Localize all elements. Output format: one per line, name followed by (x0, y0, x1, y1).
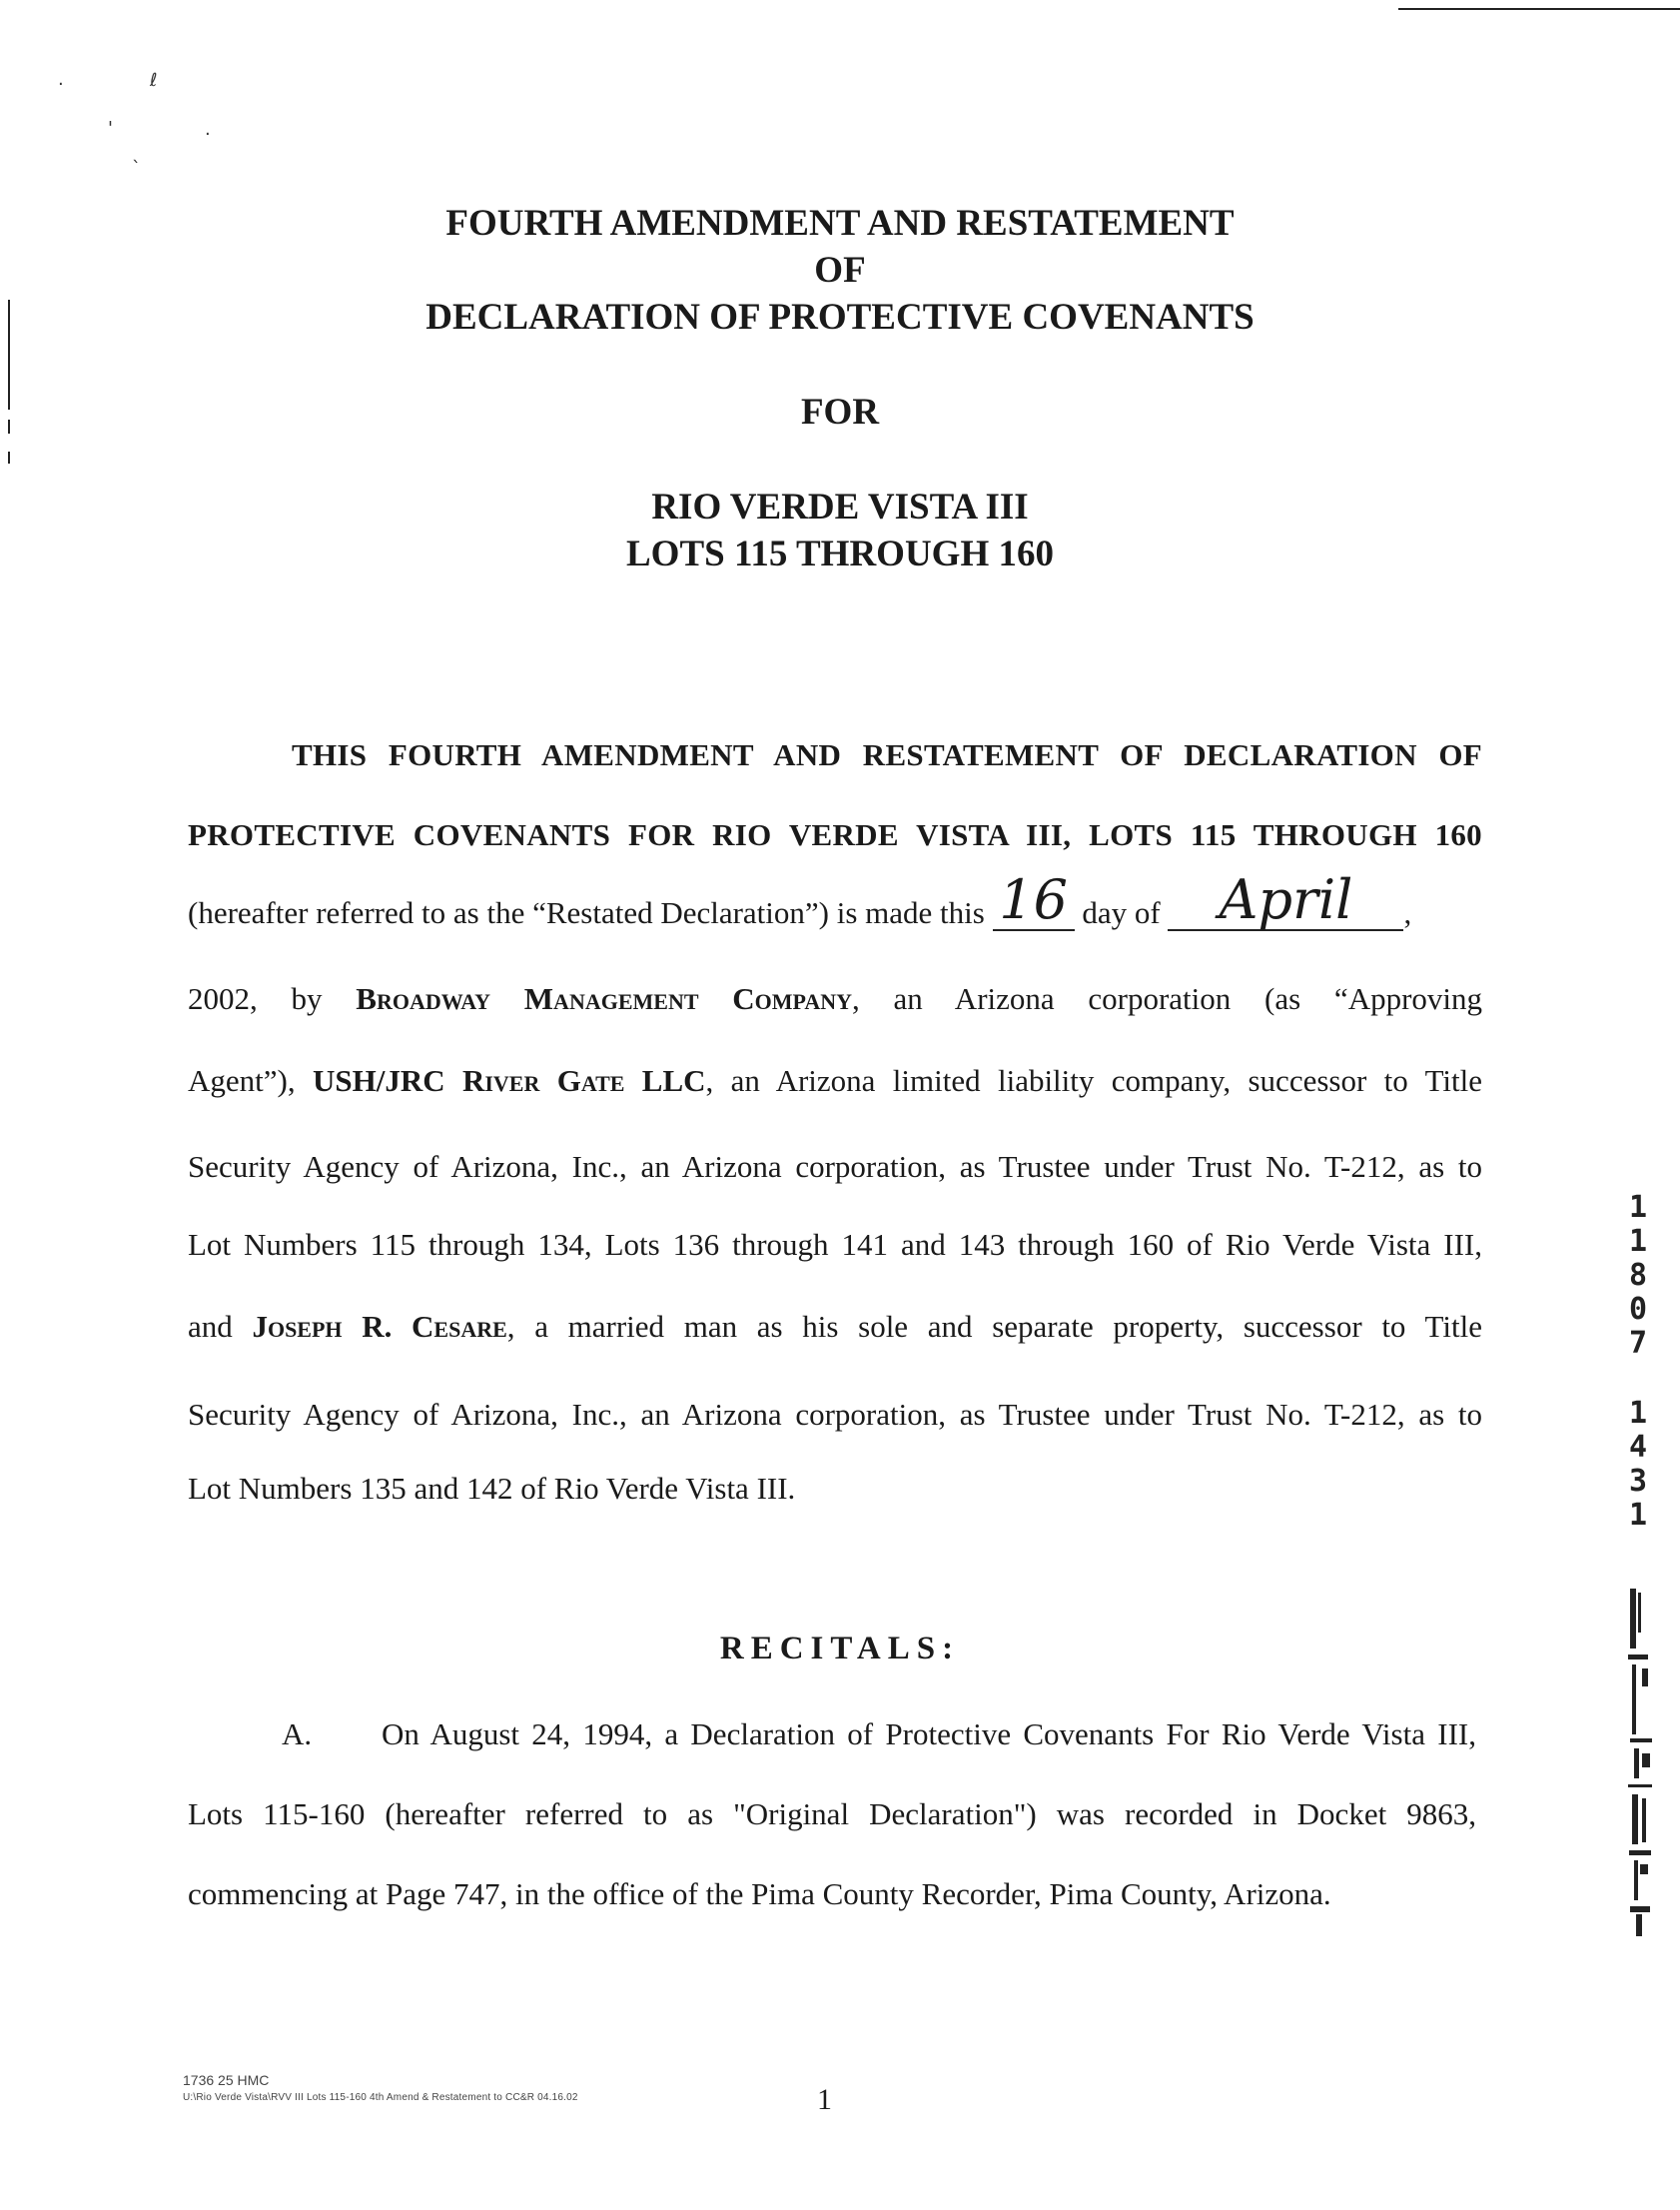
intro-text: (hereafter referred to as the “Restated Declaration”) is made this (188, 895, 985, 930)
document-title (0, 200, 1680, 577)
footer-path: U:\Rio Verde Vista\RVV III Lots 115-160 4th Amend & Restatement to CC&R 04.16.02 (183, 2092, 578, 2103)
scan-speck: ' (108, 118, 113, 139)
intro-text: , an Arizona corporation (as “Approving (852, 981, 1483, 1016)
company-name: USH/JRC River Gate LLC (312, 1063, 706, 1098)
docket-digit: 7 (1628, 1326, 1648, 1361)
intro-line: Security Agency of Arizona, Inc., an Arizona corporation, as Trustee under Trust No. T-212, as to (188, 1149, 1482, 1184)
title-line: FOURTH AMENDMENT AND RESTATEMENT (445, 203, 1235, 244)
scan-speck: · (205, 124, 211, 145)
recital-line: On August 24, 1994, a Declaration of Protective Covenants For Rio Verde Vista III, (382, 1716, 1476, 1751)
page-digit: 4 (1628, 1430, 1648, 1465)
page-digit: 1 (1628, 1498, 1648, 1533)
recital-line: Lots 115-160 (hereafter referred to as "Original Declaration") was recorded in Docket 9863, (188, 1796, 1476, 1831)
title-line: FOR (800, 392, 880, 433)
recital-label: A. (282, 1716, 313, 1751)
title-line: OF (814, 250, 866, 291)
intro-line: Lot Numbers 115 through 134, Lots 136 through 141 and 143 through 160 of Rio Verde Vista III, (188, 1227, 1482, 1262)
top-rule (1398, 8, 1680, 10)
intro-text: and (188, 1309, 233, 1344)
docket-digit: 8 (1628, 1258, 1648, 1293)
month-blank (1168, 868, 1403, 931)
recorder-barcode (1620, 1589, 1660, 1938)
recital-line: commencing at Page 747, in the office of the Pima County Recorder, Pima County, Arizona. (188, 1876, 1331, 1911)
intro-text: , an Arizona limited liability company, successor to Title (705, 1063, 1483, 1098)
company-name: Broadway Management Company (356, 981, 852, 1016)
title-line: RIO VERDE VISTA III (651, 487, 1029, 528)
title-line: DECLARATION OF PROTECTIVE COVENANTS (425, 297, 1255, 338)
page-digit: 3 (1628, 1464, 1648, 1499)
intro-text: Agent”), (188, 1063, 296, 1098)
intro-line (188, 1309, 1482, 1345)
page-number: 1 (817, 2083, 832, 2116)
scan-speck: ` (132, 158, 141, 179)
intro-text: 2002, by (188, 981, 323, 1016)
handwritten-day: 16 (999, 868, 1068, 931)
footer-ref: 1736 25 HMC (183, 2072, 270, 2088)
scan-speck: ℓ (150, 70, 158, 91)
intro-line (188, 1063, 1482, 1099)
page-digit: 1 (1628, 1396, 1648, 1431)
docket-digit: 1 (1628, 1190, 1648, 1225)
day-blank (993, 868, 1075, 931)
person-name: Joseph R. Cesare (252, 1309, 507, 1344)
intro-text: , (1403, 895, 1412, 930)
intro-line: PROTECTIVE COVENANTS FOR RIO VERDE VISTA III, LOTS 115 THROUGH 160 (188, 817, 1482, 852)
title-line: LOTS 115 THROUGH 160 (626, 534, 1054, 574)
intro-line: Lot Numbers 135 and 142 of Rio Verde Vista III. (188, 1471, 796, 1506)
intro-text: , a married man as his sole and separate property, successor to Title (506, 1309, 1482, 1344)
intro-line: Security Agency of Arizona, Inc., an Arizona corporation, as Trustee under Trust No. T-212, as to (188, 1397, 1482, 1432)
scan-speck: · (58, 74, 64, 95)
intro-line (188, 981, 1482, 1017)
docket-digit: 1 (1628, 1224, 1648, 1259)
handwritten-month: April (1219, 868, 1353, 931)
recitals-heading: RECITALS: (719, 1631, 961, 1666)
intro-text: day of (1082, 895, 1161, 930)
intro-line: THIS FOURTH AMENDMENT AND RESTATEMENT OF DECLARATION OF (292, 737, 1482, 772)
intro-line (188, 868, 1482, 931)
docket-digit: 0 (1628, 1292, 1648, 1327)
